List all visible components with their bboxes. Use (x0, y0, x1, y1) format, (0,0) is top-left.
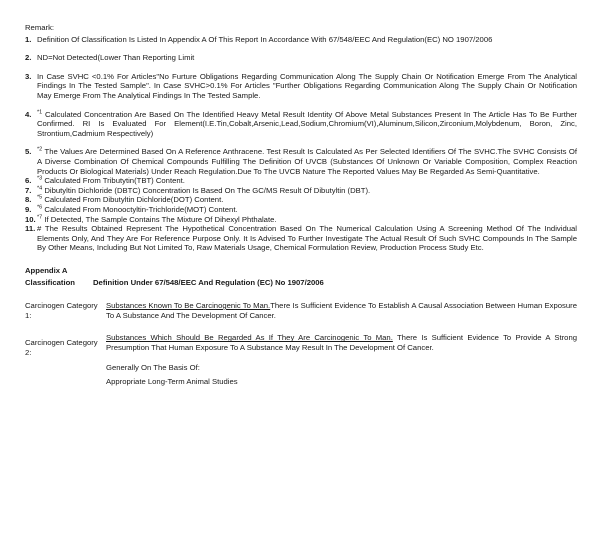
appendix-title: Appendix A (25, 265, 68, 275)
note-body (37, 147, 577, 176)
category-label: Carcinogen Category 1: (25, 301, 98, 320)
footnote-marker: *3 (37, 175, 43, 182)
note-number: 4. (25, 109, 32, 119)
note-text: ND=Not Detected(Lower Than Reporting Limit (37, 53, 195, 63)
note-body (37, 110, 577, 139)
basis-item: Appropriate Long-Term Animal Studies (106, 377, 238, 387)
category-definition (106, 301, 577, 320)
document-page (25, 23, 577, 387)
note-text: Definition Of Classification Is Listed In Appendix A Of This Report In Accordance With 67/548/EEC And Regulation(EC) NO 1907/2006 (37, 34, 493, 44)
note-item (25, 205, 577, 215)
note-text: Calculated From Tributytin(TBT) Content. (44, 176, 185, 186)
note-number: 6. (25, 176, 32, 186)
carcinogen-category-1 (25, 301, 577, 320)
footnote-marker: *5 (37, 194, 43, 201)
classification-label: Classification (25, 278, 75, 288)
note-number: 1. (25, 34, 32, 44)
notes-list (25, 35, 577, 253)
note-body (37, 186, 577, 196)
category-lead: Substances Which Should Be Regarded As If They Are Carcinogenic To Man. (106, 333, 393, 343)
note-text: If Detected, The Sample Contains The Mixture Of Dihexyl Phthalate. (44, 214, 277, 224)
note-item (25, 147, 577, 176)
note-text: In Case SVHC <0.1% For Articles"No Furture Obligations Regarding Communication Along The Supply Chain Or Notification Emerge From The Analytical Findings In The Tested Sample". In Case SVHC>0.1% For Articles "Further Obligations Regarding Communication Along The Supply Chain Or Notification May Emerge From The Analytical Findings In The Tested Sample. (37, 71, 577, 100)
note-number: 11. (25, 224, 36, 234)
note-number: 2. (25, 53, 32, 63)
note-text: The Values Are Determined Based On A Reference Anthracene. Test Result Is Calculated As Per Selected Identifiers Of The SVHC.The SVHC Consists Of A Diverse Combination Of Chemical Compounds Fulfilling The Definition Of UVCB (Substances Of Unknown Or Variable Composition, Complex Reaction Products Or Biological Materials) Under Reach Regulation.Due To The UVCB Nature The Reported Values May Be Regarded As Semi-Quantitative. (37, 147, 577, 176)
category-text: There Is Sufficient Evidence To Establish A Causal Association Between Human Exposure To A Substance And The Development Of Cancer. (106, 301, 578, 320)
note-body (37, 176, 577, 186)
note-number: 7. (25, 185, 32, 195)
note-item (25, 53, 577, 63)
footnote-marker: *4 (37, 185, 43, 192)
footnote-marker: *1 (37, 109, 43, 115)
note-item (25, 215, 577, 225)
note-text: # The Results Obtained Represent The Hypothetical Concentration Based On The Numerical Calculation Using A Screening Method Of The Individual Elements Only, And They Are For Reference Purpose Only. It Is Advised To Further Investigate The Actual Result Of Such SVHC Compounds In The Sample By Other Means, Including But Not Limited To, Raw Materials Usage, Chemical Formulation Review, Production Process Study Etc. (37, 224, 577, 253)
note-item (25, 110, 577, 139)
category-definition (106, 333, 577, 357)
note-number: 10. (25, 214, 36, 224)
note-item (25, 35, 577, 45)
note-text: Calculated Concentration Are Based On The Identified Heavy Metal Result Identity Of Above Metal Substances Present In The Article Has To Be Further Confirmed. RI Is Evaluated For Element(I.E.Tin,Cobalt,Arsenic,Lead,Sodium,Chromium(VI),Aluminum,Silicon,Zirconium,Molybdenum, Boron, Zinc, Strontium,Cadmium Respectively) (37, 109, 577, 138)
classification-definition: Definition Under 67/548/EEC And Regulation (EC) No 1907/2006 (93, 278, 324, 288)
remark-heading: Remark: (25, 23, 55, 32)
footnote-marker: *6 (37, 204, 43, 211)
note-number: 8. (25, 195, 32, 205)
note-body (37, 205, 577, 215)
note-number: 3. (25, 71, 32, 81)
note-number: 9. (25, 204, 32, 214)
note-item (25, 224, 577, 253)
note-number: 5. (25, 147, 32, 157)
basis-heading: Generally On The Basis Of: (106, 363, 200, 373)
carcinogen-category-2 (25, 333, 577, 357)
category-lead: Substances Known To Be Carcinogenic To Man. (106, 301, 271, 311)
classification-header (25, 278, 577, 288)
note-text: Calculated From Dibutyltin Dichloride(DOT) Content. (44, 195, 224, 205)
note-text: Dibutyltin Dichloride (DBTC) Concentration Is Based On The GC/MS Result Of Dibutyltin (DBT). (44, 185, 371, 195)
note-body (37, 215, 577, 225)
note-item (25, 195, 577, 205)
category-text: There Is Sufficient Evidence To Provide A Strong Presumption That Human Exposure To A Substance May Result In The Development Of Cancer. (106, 333, 577, 352)
note-item (25, 72, 577, 101)
category-label: Carcinogen Category 2: (25, 338, 98, 357)
footnote-marker: *7 (37, 213, 43, 220)
note-item (25, 176, 577, 186)
note-item (25, 186, 577, 196)
note-body (37, 195, 577, 205)
note-text: Calculated From Monooctyltin-Trichloride(MOT) Content. (44, 204, 238, 214)
footnote-marker: *2 (37, 146, 43, 153)
